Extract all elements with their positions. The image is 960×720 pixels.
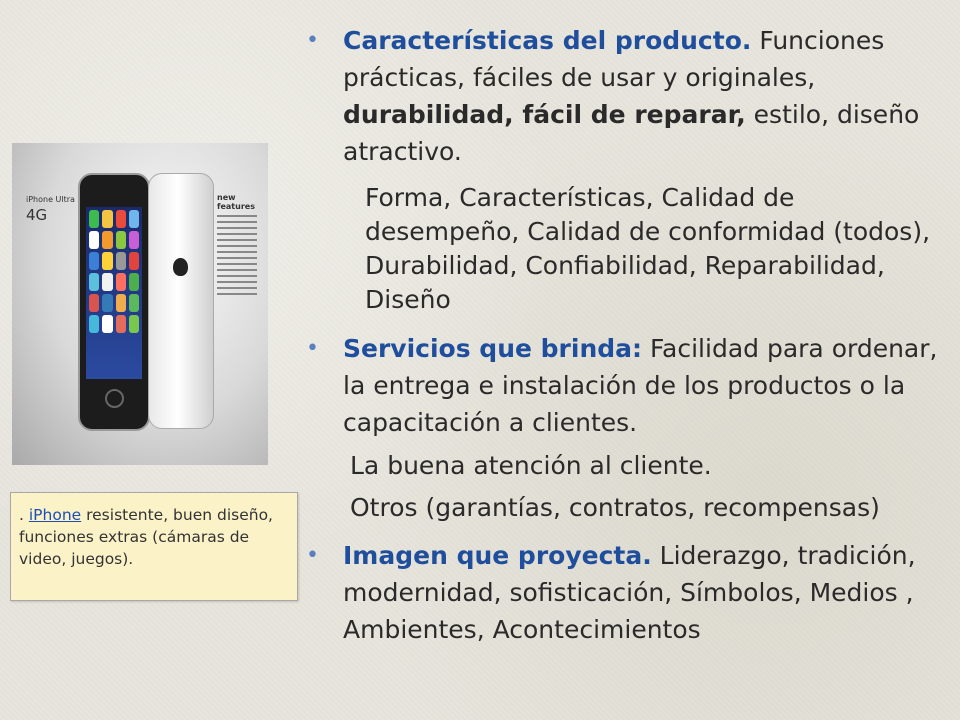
caption-prefix: . [19, 506, 29, 524]
sub-line-otros: Otros (garantías, contratos, recompensas) [350, 493, 880, 522]
app-icon [116, 273, 126, 291]
app-icon [129, 231, 139, 249]
feature-line [217, 251, 257, 253]
feature-line [217, 281, 257, 283]
app-icon [129, 294, 139, 312]
feature-line [217, 275, 257, 277]
feature-line [217, 221, 257, 223]
app-icon [102, 273, 112, 291]
iphone-link[interactable]: iPhone [28, 506, 82, 524]
phone-front [78, 173, 150, 431]
feature-line [217, 239, 257, 241]
app-icon [129, 315, 139, 333]
app-icon [102, 210, 112, 228]
bullet-list [300, 22, 950, 648]
photo-caption [10, 492, 298, 601]
app-icon [102, 252, 112, 270]
app-icon [116, 231, 126, 249]
bullet-item-imagen [300, 537, 950, 648]
bullet-heading: Características del producto. [343, 26, 752, 55]
phone-screen [86, 207, 142, 379]
app-icon [102, 315, 112, 333]
feature-line [217, 269, 257, 271]
iphone-photo [12, 143, 268, 465]
app-icon [89, 315, 99, 333]
bullet-text: Facilidad para ordenar, la entrega e instalación de los productos o la capacitación a clientes. [343, 334, 938, 437]
photo-brand [26, 195, 75, 224]
app-icon [129, 210, 139, 228]
app-icon [116, 315, 126, 333]
bullet-text: estilo, diseño atractivo. [343, 100, 920, 166]
app-icon [89, 273, 99, 291]
features-title: new features [217, 193, 255, 211]
bullet-heading: Servicios que brinda: [343, 334, 643, 363]
phone-back [148, 173, 214, 429]
photo-brand-small: iPhone Ultra [26, 195, 75, 204]
app-icon [102, 231, 112, 249]
app-icon [116, 210, 126, 228]
feature-line [217, 227, 257, 229]
bullet-text: Funciones prácticas, fáciles de usar y originales, [343, 26, 885, 92]
feature-line [217, 263, 257, 265]
bullet-icon: • [306, 28, 319, 53]
apple-logo-icon [173, 258, 188, 276]
bullet-icon: • [306, 543, 319, 568]
bullet-item-producto [300, 22, 950, 170]
bullet-heading: Imagen que proyecta. [343, 541, 652, 570]
bullet-item-servicios [300, 330, 950, 441]
feature-line [217, 293, 257, 295]
app-icon [116, 252, 126, 270]
app-icon [89, 231, 99, 249]
features-list [217, 193, 265, 299]
photo-brand-big: 4G [26, 206, 48, 224]
app-icon [89, 294, 99, 312]
feature-line [217, 257, 257, 259]
app-icon [116, 294, 126, 312]
app-icon [89, 210, 99, 228]
bullet-text: Liderazgo, tradición, modernidad, sofisticación, Símbolos, Medios , Ambientes, Acontecimientos [343, 541, 916, 644]
feature-line [217, 215, 257, 217]
bullet-bold-text: durabilidad, fácil de reparar, [343, 100, 746, 129]
app-icon [129, 252, 139, 270]
feature-line [217, 287, 257, 289]
feature-line [217, 233, 257, 235]
bullet-icon: • [306, 336, 319, 361]
caption-text: resistente, buen diseño, funciones extras (cámaras de video, juegos). [19, 506, 273, 568]
app-icon [89, 252, 99, 270]
sub-line-atencion: La buena atención al cliente. [350, 451, 712, 480]
app-icon [129, 273, 139, 291]
app-icon [102, 294, 112, 312]
sub-paragraph-forma: Forma, Características, Calidad de desempeño, Calidad de conformidad (todos), Durabilidad, Confiabilidad, Reparabilidad, Diseño [365, 183, 931, 314]
home-button-icon [105, 389, 124, 408]
feature-line [217, 245, 257, 247]
